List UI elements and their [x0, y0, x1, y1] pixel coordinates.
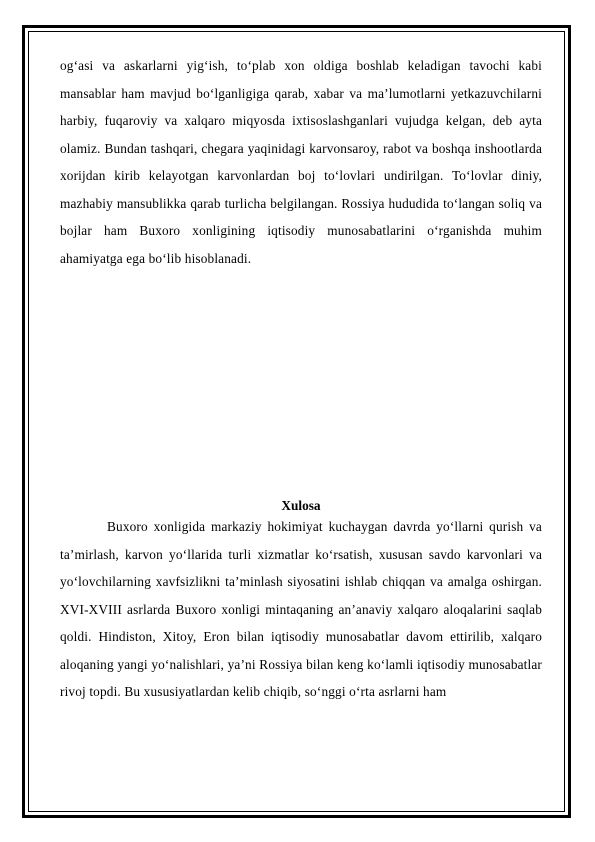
- body-text-block-1: [60, 52, 542, 272]
- section-heading: Xulosa: [281, 498, 321, 513]
- body-text-block-2: [60, 513, 542, 706]
- paragraph-1: og‘asi va askarlarni yig‘ish, to‘plab xon oldiga boshlab keladigan tavochi kabi mansablar ham mavjud bo‘lganligiga qarab, xabar va ma’lumotlarni yetkazuvchilarni harbiy, fuqaroviy va xalqaro miqyosda ixtisoslashganlari vujudga kelgan, deb ayta olamiz. Bundan tashqari, chegara yaqinidagi karvonsaroy, rabot va boshqa inshootlarda xorijdan kirib kelayotgan karvonlardan boj to‘lovlari undirilgan. To‘lovlar diniy, mazhabiy mansublikka qarab turlicha belgilangan. Rossiya hududida to‘langan soliq va bojlar ham Buxoro xonligining iqtisodiy munosabatlarini o‘rganishda muhim ahamiyatga ega bo‘lib hisoblanadi.: [60, 58, 542, 266]
- paragraph-2: Buxoro xonligida markaziy hokimiyat kuchaygan davrda yo‘llarni qurish va ta’mirlash, karvon yo‘llarida turli xizmatlar ko‘rsatish, xususan savdo karvonlari va yo‘lovchilarning xavfsizlikni ta’minlash siyosatini ishlab chiqqan va amalga oshirgan. XVI-XVIII asrlarda Buxoro xonligi mintaqaning an’anaviy xalqaro aloqalarini saqlab qoldi. Hindiston, Xitoy, Eron bilan iqtisodiy munosabatlar davom ettirilib, xalqaro aloqaning yangi yo‘nalishlari, ya’ni Rossiya bilan keng ko‘lamli iqtisodiy munosabatlar rivoj topdi. Bu xususiyatlardan kelib chiqib, so‘nggi o‘rta asrlarni ham: [60, 519, 542, 699]
